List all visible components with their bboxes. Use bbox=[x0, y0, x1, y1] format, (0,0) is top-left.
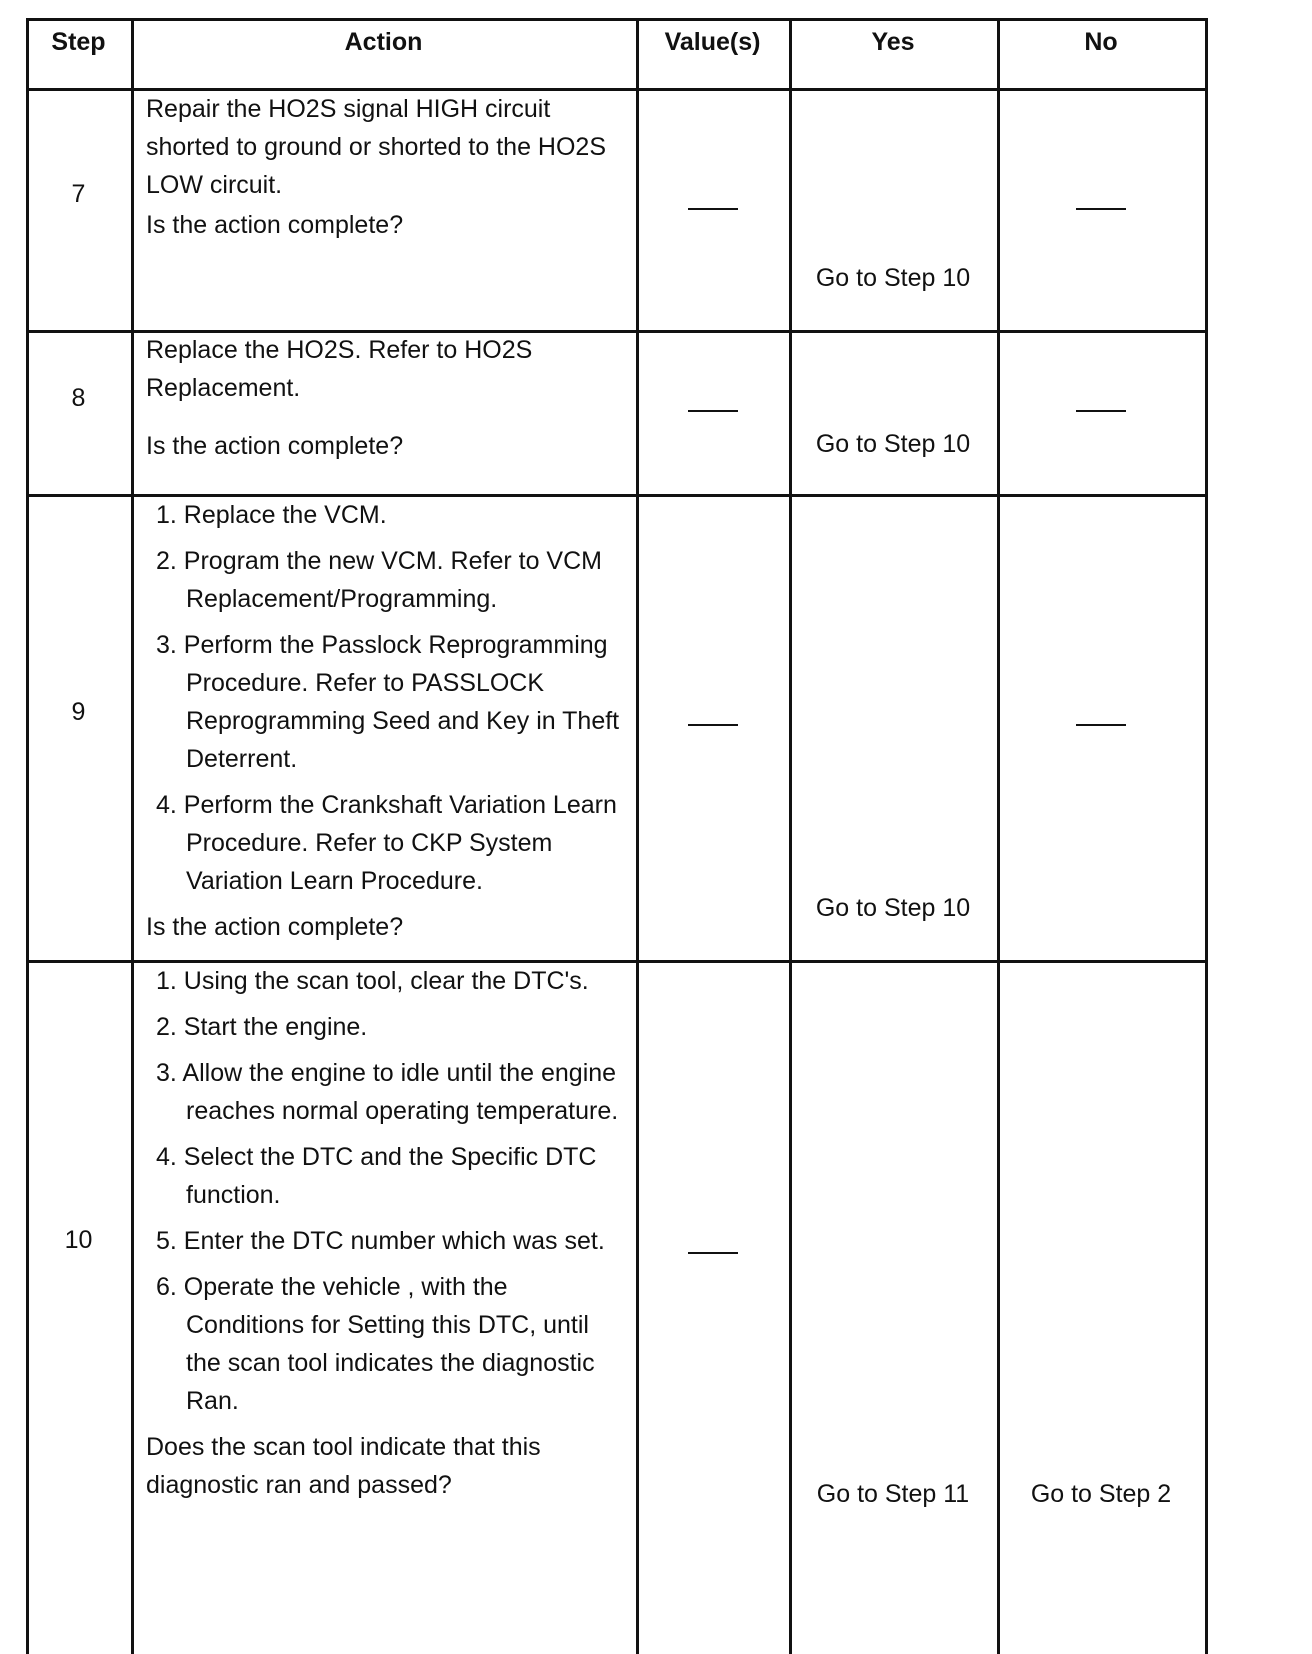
row-10-action-item: 1. Using the scan tool, clear the DTC's. bbox=[156, 967, 589, 995]
row-10-step: 10 bbox=[64, 1226, 93, 1254]
header-action: Action bbox=[344, 28, 423, 56]
row-7-action bbox=[146, 90, 626, 244]
row-7-no-dash bbox=[1076, 208, 1126, 210]
rule-action-value bbox=[636, 18, 639, 1654]
row-8-step: 8 bbox=[71, 384, 86, 412]
header-step: Step bbox=[51, 28, 106, 56]
header-values: Value(s) bbox=[664, 28, 761, 56]
row-10-action bbox=[146, 962, 626, 1504]
rule-step-action bbox=[131, 18, 134, 1654]
row-10-action-question: Does the scan tool indicate that this diagnostic ran and passed? bbox=[146, 1433, 541, 1499]
row-7-action-text: Repair the HO2S signal HIGH circuit shorted to ground or shorted to the HO2S LOW circuit. bbox=[146, 95, 606, 199]
row-9-action bbox=[146, 496, 626, 946]
row-10-action-item: 3. Allow the engine to idle until the engine reaches normal operating temperature. bbox=[156, 1059, 619, 1125]
row-9-no-dash bbox=[1076, 724, 1126, 726]
row-7-step: 7 bbox=[71, 180, 86, 208]
rule-left bbox=[26, 18, 29, 1654]
row-9-action-item: 1. Replace the VCM. bbox=[156, 501, 387, 529]
header-no: No bbox=[1084, 28, 1118, 56]
row-10-action-item: 5. Enter the DTC number which was set. bbox=[156, 1227, 605, 1255]
header-yes: Yes bbox=[871, 28, 915, 56]
rule-right bbox=[1205, 18, 1208, 1654]
row-8-action bbox=[146, 331, 626, 465]
row-10-action-item: 6. Operate the vehicle , with the Conditions for Setting this DTC, until the scan tool indicates the diagnostic Ran. bbox=[156, 1273, 595, 1415]
row-8-action-question: Is the action complete? bbox=[146, 432, 404, 460]
row-8-yes: Go to Step 10 bbox=[815, 430, 971, 458]
row-9-yes: Go to Step 10 bbox=[815, 894, 971, 922]
rule-top bbox=[26, 18, 1208, 21]
row-7-action-question: Is the action complete? bbox=[146, 211, 404, 239]
row-9-action-item: 4. Perform the Crankshaft Variation Learn Procedure. Refer to CKP System Variation Learn Procedure. bbox=[156, 791, 617, 895]
row-7-value-dash bbox=[688, 208, 738, 210]
row-10-action-item: 2. Start the engine. bbox=[156, 1013, 368, 1041]
row-9-step: 9 bbox=[71, 698, 86, 726]
row-9-action-question: Is the action complete? bbox=[146, 913, 404, 941]
row-10-action-item: 4. Select the DTC and the Specific DTC function. bbox=[156, 1143, 597, 1209]
row-9-action-item: 3. Perform the Passlock Reprogramming Procedure. Refer to PASSLOCK Reprogramming Seed and Key in Theft Deterrent. bbox=[156, 631, 620, 773]
row-10-yes: Go to Step 11 bbox=[816, 1480, 970, 1508]
row-8-action-text: Replace the HO2S. Refer to HO2S Replacement. bbox=[146, 336, 533, 402]
row-7-yes: Go to Step 10 bbox=[815, 264, 971, 292]
row-9-action-item: 2. Program the new VCM. Refer to VCM Replacement/Programming. bbox=[156, 547, 602, 613]
row-10-no: Go to Step 2 bbox=[1030, 1480, 1172, 1508]
rule-yes-no bbox=[997, 18, 1000, 1654]
row-8-value-dash bbox=[688, 410, 738, 412]
row-9-value-dash bbox=[688, 724, 738, 726]
row-8-no-dash bbox=[1076, 410, 1126, 412]
row-10-value-dash bbox=[688, 1252, 738, 1254]
